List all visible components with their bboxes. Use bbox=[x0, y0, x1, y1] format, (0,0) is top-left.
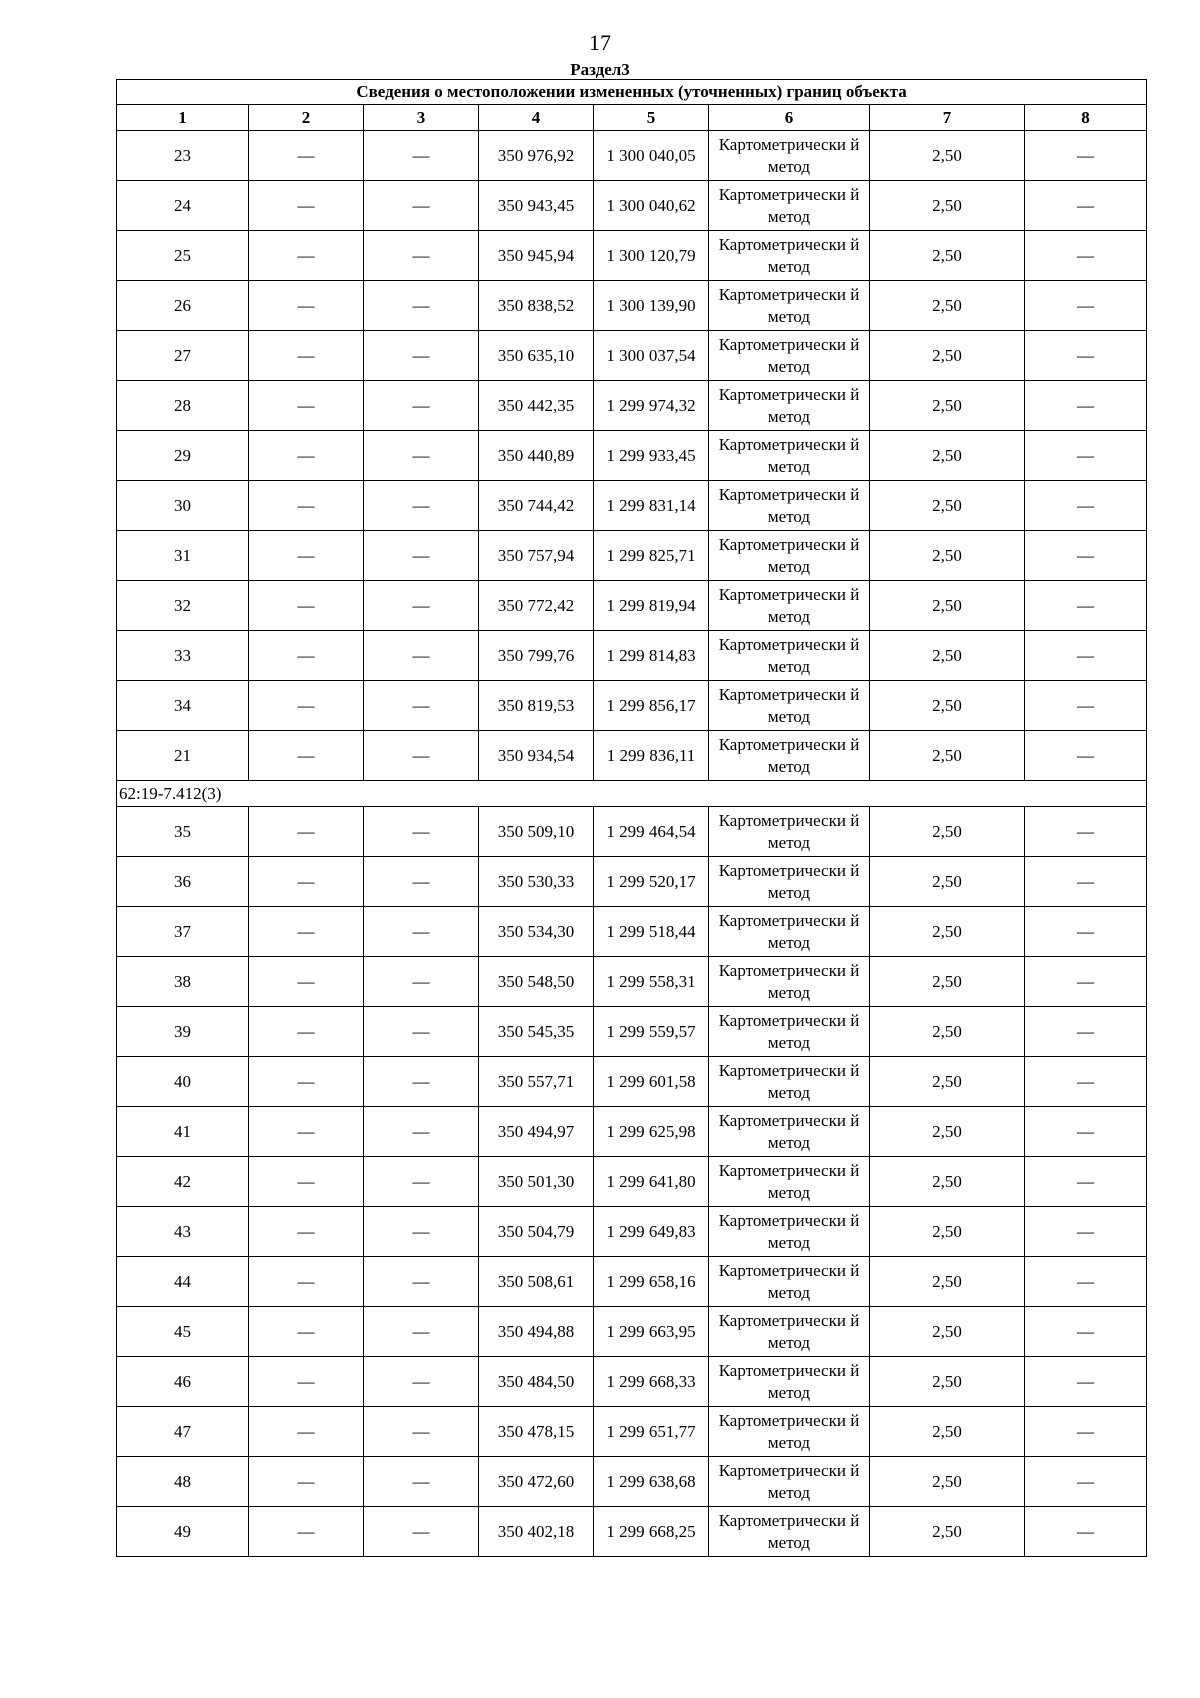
method-cell: Картометрически й метод bbox=[709, 731, 870, 781]
col2-cell: — bbox=[249, 1007, 364, 1057]
col3-cell: — bbox=[364, 957, 479, 1007]
col8-cell: — bbox=[1025, 381, 1147, 431]
accuracy-cell: 2,50 bbox=[870, 481, 1025, 531]
col8-cell: — bbox=[1025, 131, 1147, 181]
col3-cell: — bbox=[364, 1457, 479, 1507]
column-header: 2 bbox=[249, 105, 364, 131]
method-cell: Картометрически й метод bbox=[709, 1407, 870, 1457]
table-caption: Сведения о местоположении измененных (уточненных) границ объекта bbox=[117, 80, 1147, 105]
table-row bbox=[117, 1457, 1147, 1507]
point-number-cell: 36 bbox=[117, 857, 249, 907]
table-row bbox=[117, 1407, 1147, 1457]
column-header: 3 bbox=[364, 105, 479, 131]
col2-cell: — bbox=[249, 1307, 364, 1357]
col2-cell: — bbox=[249, 1457, 364, 1507]
accuracy-cell: 2,50 bbox=[870, 581, 1025, 631]
x-coordinate-cell: 350 440,89 bbox=[479, 431, 594, 481]
col3-cell: — bbox=[364, 1357, 479, 1407]
point-number-cell: 44 bbox=[117, 1257, 249, 1307]
table-body bbox=[117, 80, 1147, 1557]
point-number-cell: 48 bbox=[117, 1457, 249, 1507]
x-coordinate-cell: 350 494,88 bbox=[479, 1307, 594, 1357]
col8-cell: — bbox=[1025, 281, 1147, 331]
y-coordinate-cell: 1 299 831,14 bbox=[594, 481, 709, 531]
col3-cell: — bbox=[364, 381, 479, 431]
x-coordinate-cell: 350 478,15 bbox=[479, 1407, 594, 1457]
col2-cell: — bbox=[249, 681, 364, 731]
col8-cell: — bbox=[1025, 957, 1147, 1007]
x-coordinate-cell: 350 838,52 bbox=[479, 281, 594, 331]
col2-cell: — bbox=[249, 381, 364, 431]
point-number-cell: 45 bbox=[117, 1307, 249, 1357]
y-coordinate-cell: 1 299 601,58 bbox=[594, 1057, 709, 1107]
accuracy-cell: 2,50 bbox=[870, 1257, 1025, 1307]
table-row bbox=[117, 631, 1147, 681]
point-number-cell: 33 bbox=[117, 631, 249, 681]
col3-cell: — bbox=[364, 1057, 479, 1107]
x-coordinate-cell: 350 757,94 bbox=[479, 531, 594, 581]
col8-cell: — bbox=[1025, 1257, 1147, 1307]
method-cell: Картометрически й метод bbox=[709, 807, 870, 857]
table-row bbox=[117, 857, 1147, 907]
y-coordinate-cell: 1 299 520,17 bbox=[594, 857, 709, 907]
column-header: 5 bbox=[594, 105, 709, 131]
method-cell: Картометрически й метод bbox=[709, 1157, 870, 1207]
table-row bbox=[117, 1007, 1147, 1057]
point-number-cell: 40 bbox=[117, 1057, 249, 1107]
col3-cell: — bbox=[364, 581, 479, 631]
x-coordinate-cell: 350 799,76 bbox=[479, 631, 594, 681]
method-cell: Картометрически й метод bbox=[709, 1007, 870, 1057]
method-cell: Картометрически й метод bbox=[709, 481, 870, 531]
point-number-cell: 49 bbox=[117, 1507, 249, 1557]
point-number-cell: 27 bbox=[117, 331, 249, 381]
accuracy-cell: 2,50 bbox=[870, 681, 1025, 731]
table-row bbox=[117, 581, 1147, 631]
method-cell: Картометрически й метод bbox=[709, 181, 870, 231]
y-coordinate-cell: 1 299 638,68 bbox=[594, 1457, 709, 1507]
point-number-cell: 24 bbox=[117, 181, 249, 231]
col8-cell: — bbox=[1025, 481, 1147, 531]
x-coordinate-cell: 350 472,60 bbox=[479, 1457, 594, 1507]
table-row bbox=[117, 131, 1147, 181]
col3-cell: — bbox=[364, 181, 479, 231]
point-number-cell: 35 bbox=[117, 807, 249, 857]
col8-cell: — bbox=[1025, 1057, 1147, 1107]
col3-cell: — bbox=[364, 1157, 479, 1207]
point-number-cell: 46 bbox=[117, 1357, 249, 1407]
section-title: Раздел3 bbox=[570, 60, 630, 79]
table-row bbox=[117, 1507, 1147, 1557]
method-cell: Картометрически й метод bbox=[709, 681, 870, 731]
col3-cell: — bbox=[364, 131, 479, 181]
table-row bbox=[117, 431, 1147, 481]
point-number-cell: 21 bbox=[117, 731, 249, 781]
col3-cell: — bbox=[364, 1007, 479, 1057]
y-coordinate-cell: 1 299 464,54 bbox=[594, 807, 709, 857]
accuracy-cell: 2,50 bbox=[870, 1407, 1025, 1457]
accuracy-cell: 2,50 bbox=[870, 331, 1025, 381]
table-row bbox=[117, 907, 1147, 957]
x-coordinate-cell: 350 530,33 bbox=[479, 857, 594, 907]
accuracy-cell: 2,50 bbox=[870, 957, 1025, 1007]
accuracy-cell: 2,50 bbox=[870, 1157, 1025, 1207]
accuracy-cell: 2,50 bbox=[870, 631, 1025, 681]
col2-cell: — bbox=[249, 531, 364, 581]
col2-cell: — bbox=[249, 131, 364, 181]
col8-cell: — bbox=[1025, 731, 1147, 781]
table-row bbox=[117, 1307, 1147, 1357]
col3-cell: — bbox=[364, 531, 479, 581]
col2-cell: — bbox=[249, 1257, 364, 1307]
col3-cell: — bbox=[364, 331, 479, 381]
col3-cell: — bbox=[364, 1407, 479, 1457]
col2-cell: — bbox=[249, 957, 364, 1007]
y-coordinate-cell: 1 300 120,79 bbox=[594, 231, 709, 281]
point-number-cell: 29 bbox=[117, 431, 249, 481]
y-coordinate-cell: 1 299 668,25 bbox=[594, 1507, 709, 1557]
table-row bbox=[117, 1057, 1147, 1107]
table-row bbox=[117, 1207, 1147, 1257]
col8-cell: — bbox=[1025, 1107, 1147, 1157]
y-coordinate-cell: 1 299 651,77 bbox=[594, 1407, 709, 1457]
col2-cell: — bbox=[249, 331, 364, 381]
table-row bbox=[117, 731, 1147, 781]
point-number-cell: 25 bbox=[117, 231, 249, 281]
col8-cell: — bbox=[1025, 431, 1147, 481]
method-cell: Картометрически й метод bbox=[709, 857, 870, 907]
method-cell: Картометрически й метод bbox=[709, 1457, 870, 1507]
col8-cell: — bbox=[1025, 1507, 1147, 1557]
col3-cell: — bbox=[364, 1507, 479, 1557]
col2-cell: — bbox=[249, 1407, 364, 1457]
accuracy-cell: 2,50 bbox=[870, 731, 1025, 781]
x-coordinate-cell: 350 819,53 bbox=[479, 681, 594, 731]
x-coordinate-cell: 350 509,10 bbox=[479, 807, 594, 857]
col2-cell: — bbox=[249, 1157, 364, 1207]
col3-cell: — bbox=[364, 907, 479, 957]
y-coordinate-cell: 1 299 625,98 bbox=[594, 1107, 709, 1157]
col2-cell: — bbox=[249, 481, 364, 531]
col2-cell: — bbox=[249, 807, 364, 857]
point-number-cell: 37 bbox=[117, 907, 249, 957]
col8-cell: — bbox=[1025, 907, 1147, 957]
col2-cell: — bbox=[249, 857, 364, 907]
table-row bbox=[117, 331, 1147, 381]
col2-cell: — bbox=[249, 431, 364, 481]
x-coordinate-cell: 350 442,35 bbox=[479, 381, 594, 431]
method-cell: Картометрически й метод bbox=[709, 531, 870, 581]
col2-cell: — bbox=[249, 631, 364, 681]
x-coordinate-cell: 350 934,54 bbox=[479, 731, 594, 781]
accuracy-cell: 2,50 bbox=[870, 131, 1025, 181]
col8-cell: — bbox=[1025, 1007, 1147, 1057]
table-row bbox=[117, 1157, 1147, 1207]
x-coordinate-cell: 350 744,42 bbox=[479, 481, 594, 531]
accuracy-cell: 2,50 bbox=[870, 281, 1025, 331]
col2-cell: — bbox=[249, 181, 364, 231]
table-row bbox=[117, 681, 1147, 731]
y-coordinate-cell: 1 299 856,17 bbox=[594, 681, 709, 731]
y-coordinate-cell: 1 299 668,33 bbox=[594, 1357, 709, 1407]
point-number-cell: 23 bbox=[117, 131, 249, 181]
accuracy-cell: 2,50 bbox=[870, 807, 1025, 857]
table-row bbox=[117, 231, 1147, 281]
col3-cell: — bbox=[364, 1207, 479, 1257]
table-row bbox=[117, 281, 1147, 331]
col8-cell: — bbox=[1025, 807, 1147, 857]
accuracy-cell: 2,50 bbox=[870, 181, 1025, 231]
col8-cell: — bbox=[1025, 531, 1147, 581]
method-cell: Картометрически й метод bbox=[709, 957, 870, 1007]
y-coordinate-cell: 1 299 814,83 bbox=[594, 631, 709, 681]
x-coordinate-cell: 350 402,18 bbox=[479, 1507, 594, 1557]
table-row bbox=[117, 807, 1147, 857]
method-cell: Картометрически й метод bbox=[709, 631, 870, 681]
method-cell: Картометрически й метод bbox=[709, 1357, 870, 1407]
col8-cell: — bbox=[1025, 181, 1147, 231]
y-coordinate-cell: 1 299 518,44 bbox=[594, 907, 709, 957]
x-coordinate-cell: 350 545,35 bbox=[479, 1007, 594, 1057]
x-coordinate-cell: 350 976,92 bbox=[479, 131, 594, 181]
col8-cell: — bbox=[1025, 581, 1147, 631]
method-cell: Картометрически й метод bbox=[709, 1307, 870, 1357]
col3-cell: — bbox=[364, 1257, 479, 1307]
column-header: 6 bbox=[709, 105, 870, 131]
accuracy-cell: 2,50 bbox=[870, 1107, 1025, 1157]
x-coordinate-cell: 350 534,30 bbox=[479, 907, 594, 957]
point-number-cell: 47 bbox=[117, 1407, 249, 1457]
y-coordinate-cell: 1 299 559,57 bbox=[594, 1007, 709, 1057]
col2-cell: — bbox=[249, 1057, 364, 1107]
point-number-cell: 30 bbox=[117, 481, 249, 531]
accuracy-cell: 2,50 bbox=[870, 1457, 1025, 1507]
col3-cell: — bbox=[364, 281, 479, 331]
method-cell: Картометрически й метод bbox=[709, 431, 870, 481]
col3-cell: — bbox=[364, 1307, 479, 1357]
col8-cell: — bbox=[1025, 1457, 1147, 1507]
accuracy-cell: 2,50 bbox=[870, 531, 1025, 581]
x-coordinate-cell: 350 501,30 bbox=[479, 1157, 594, 1207]
col2-cell: — bbox=[249, 1357, 364, 1407]
method-cell: Картометрически й метод bbox=[709, 1207, 870, 1257]
point-number-cell: 31 bbox=[117, 531, 249, 581]
col8-cell: — bbox=[1025, 1157, 1147, 1207]
method-cell: Картометрически й метод bbox=[709, 1057, 870, 1107]
accuracy-cell: 2,50 bbox=[870, 1507, 1025, 1557]
point-number-cell: 28 bbox=[117, 381, 249, 431]
y-coordinate-cell: 1 299 933,45 bbox=[594, 431, 709, 481]
table-header-row bbox=[117, 105, 1147, 131]
x-coordinate-cell: 350 484,50 bbox=[479, 1357, 594, 1407]
table-row bbox=[117, 1357, 1147, 1407]
col2-cell: — bbox=[249, 1207, 364, 1257]
y-coordinate-cell: 1 299 825,71 bbox=[594, 531, 709, 581]
method-cell: Картометрически й метод bbox=[709, 1107, 870, 1157]
x-coordinate-cell: 350 772,42 bbox=[479, 581, 594, 631]
y-coordinate-cell: 1 299 558,31 bbox=[594, 957, 709, 1007]
column-header: 8 bbox=[1025, 105, 1147, 131]
accuracy-cell: 2,50 bbox=[870, 857, 1025, 907]
x-coordinate-cell: 350 504,79 bbox=[479, 1207, 594, 1257]
col8-cell: — bbox=[1025, 681, 1147, 731]
y-coordinate-cell: 1 300 139,90 bbox=[594, 281, 709, 331]
col2-cell: — bbox=[249, 1107, 364, 1157]
col3-cell: — bbox=[364, 231, 479, 281]
col8-cell: — bbox=[1025, 1357, 1147, 1407]
method-cell: Картометрически й метод bbox=[709, 907, 870, 957]
point-number-cell: 32 bbox=[117, 581, 249, 631]
point-number-cell: 43 bbox=[117, 1207, 249, 1257]
col8-cell: — bbox=[1025, 857, 1147, 907]
accuracy-cell: 2,50 bbox=[870, 231, 1025, 281]
table-caption-row bbox=[117, 80, 1147, 105]
cadastral-group-label: 62:19-7.412(3) bbox=[117, 781, 1147, 807]
col8-cell: — bbox=[1025, 1407, 1147, 1457]
col3-cell: — bbox=[364, 1107, 479, 1157]
col3-cell: — bbox=[364, 807, 479, 857]
col8-cell: — bbox=[1025, 231, 1147, 281]
method-cell: Картометрически й метод bbox=[709, 231, 870, 281]
group-label-row bbox=[117, 781, 1147, 807]
page-number: 17 bbox=[589, 30, 611, 55]
column-header: 7 bbox=[870, 105, 1025, 131]
column-header: 4 bbox=[479, 105, 594, 131]
col2-cell: — bbox=[249, 1507, 364, 1557]
x-coordinate-cell: 350 945,94 bbox=[479, 231, 594, 281]
table-row bbox=[117, 531, 1147, 581]
accuracy-cell: 2,50 bbox=[870, 1207, 1025, 1257]
table-row bbox=[117, 957, 1147, 1007]
point-number-cell: 39 bbox=[117, 1007, 249, 1057]
accuracy-cell: 2,50 bbox=[870, 381, 1025, 431]
x-coordinate-cell: 350 635,10 bbox=[479, 331, 594, 381]
y-coordinate-cell: 1 299 974,32 bbox=[594, 381, 709, 431]
col3-cell: — bbox=[364, 631, 479, 681]
col8-cell: — bbox=[1025, 331, 1147, 381]
table-row bbox=[117, 381, 1147, 431]
col2-cell: — bbox=[249, 907, 364, 957]
y-coordinate-cell: 1 299 641,80 bbox=[594, 1157, 709, 1207]
point-number-cell: 41 bbox=[117, 1107, 249, 1157]
x-coordinate-cell: 350 943,45 bbox=[479, 181, 594, 231]
point-number-cell: 38 bbox=[117, 957, 249, 1007]
y-coordinate-cell: 1 300 040,05 bbox=[594, 131, 709, 181]
col8-cell: — bbox=[1025, 631, 1147, 681]
x-coordinate-cell: 350 494,97 bbox=[479, 1107, 594, 1157]
col3-cell: — bbox=[364, 731, 479, 781]
col2-cell: — bbox=[249, 731, 364, 781]
col2-cell: — bbox=[249, 581, 364, 631]
x-coordinate-cell: 350 548,50 bbox=[479, 957, 594, 1007]
accuracy-cell: 2,50 bbox=[870, 907, 1025, 957]
y-coordinate-cell: 1 299 836,11 bbox=[594, 731, 709, 781]
method-cell: Картометрически й метод bbox=[709, 581, 870, 631]
table-row bbox=[117, 481, 1147, 531]
x-coordinate-cell: 350 557,71 bbox=[479, 1057, 594, 1107]
y-coordinate-cell: 1 300 037,54 bbox=[594, 331, 709, 381]
col8-cell: — bbox=[1025, 1307, 1147, 1357]
table-row bbox=[117, 181, 1147, 231]
method-cell: Картометрически й метод bbox=[709, 1507, 870, 1557]
coordinates-table bbox=[116, 79, 1147, 1557]
y-coordinate-cell: 1 299 649,83 bbox=[594, 1207, 709, 1257]
accuracy-cell: 2,50 bbox=[870, 431, 1025, 481]
accuracy-cell: 2,50 bbox=[870, 1357, 1025, 1407]
y-coordinate-cell: 1 299 663,95 bbox=[594, 1307, 709, 1357]
method-cell: Картометрически й метод bbox=[709, 131, 870, 181]
point-number-cell: 26 bbox=[117, 281, 249, 331]
col2-cell: — bbox=[249, 281, 364, 331]
col2-cell: — bbox=[249, 231, 364, 281]
col3-cell: — bbox=[364, 481, 479, 531]
method-cell: Картометрически й метод bbox=[709, 1257, 870, 1307]
point-number-cell: 34 bbox=[117, 681, 249, 731]
col3-cell: — bbox=[364, 431, 479, 481]
col3-cell: — bbox=[364, 681, 479, 731]
table-row bbox=[117, 1257, 1147, 1307]
y-coordinate-cell: 1 299 658,16 bbox=[594, 1257, 709, 1307]
method-cell: Картометрически й метод bbox=[709, 381, 870, 431]
table-row bbox=[117, 1107, 1147, 1157]
method-cell: Картометрически й метод bbox=[709, 331, 870, 381]
accuracy-cell: 2,50 bbox=[870, 1007, 1025, 1057]
y-coordinate-cell: 1 300 040,62 bbox=[594, 181, 709, 231]
x-coordinate-cell: 350 508,61 bbox=[479, 1257, 594, 1307]
col3-cell: — bbox=[364, 857, 479, 907]
method-cell: Картометрически й метод bbox=[709, 281, 870, 331]
col8-cell: — bbox=[1025, 1207, 1147, 1257]
y-coordinate-cell: 1 299 819,94 bbox=[594, 581, 709, 631]
accuracy-cell: 2,50 bbox=[870, 1307, 1025, 1357]
accuracy-cell: 2,50 bbox=[870, 1057, 1025, 1107]
column-header: 1 bbox=[117, 105, 249, 131]
point-number-cell: 42 bbox=[117, 1157, 249, 1207]
